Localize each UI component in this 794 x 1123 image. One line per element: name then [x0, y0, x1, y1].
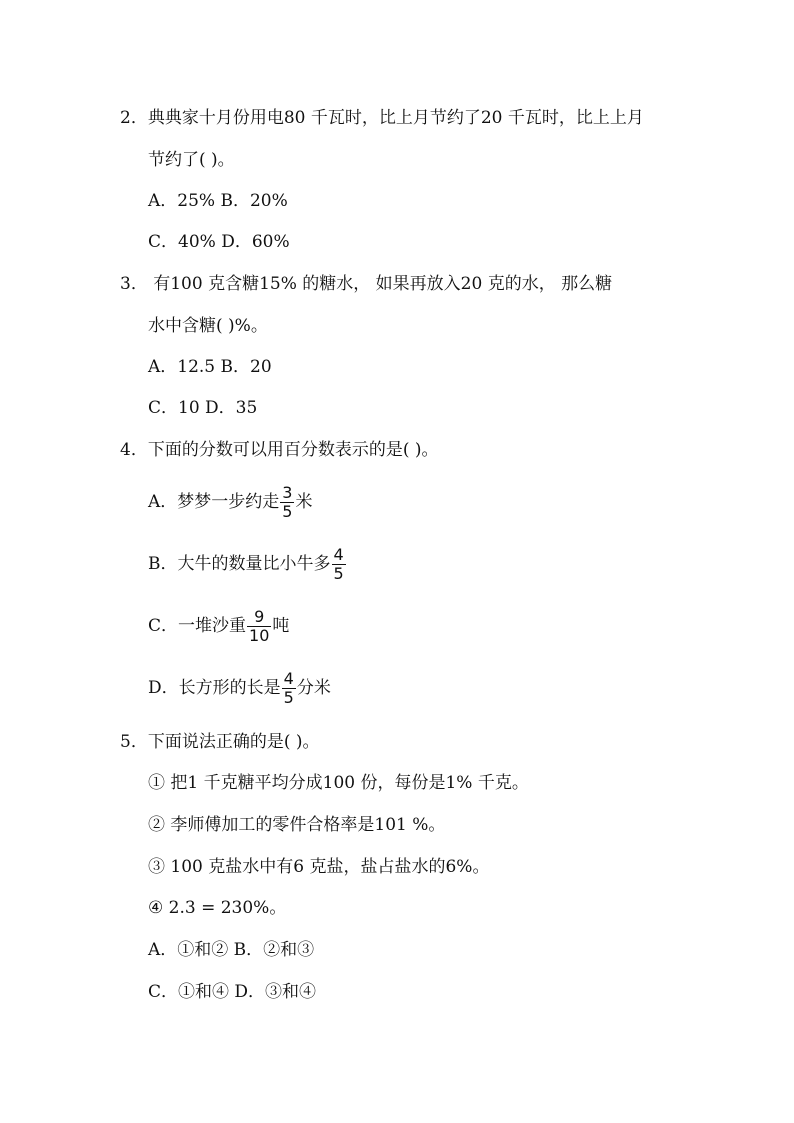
- q4-option-c-fraction: [247, 608, 271, 645]
- q5-statement-1: ① 把1 千克糖平均分成100 份，每份是1% 千克。: [148, 773, 529, 793]
- q2-stem-line2: 节约了( )。: [148, 150, 235, 170]
- q4-option-d-unit: 分米: [296, 678, 331, 698]
- q4-option-c-unit: 吨: [272, 616, 290, 636]
- q5-statement-3: ③ 100 克盐水中有6 克盐，盐占盐水的6%。: [148, 857, 490, 877]
- q4-option-a: [148, 480, 312, 524]
- q4-option-c: [148, 604, 289, 648]
- q4-option-b: [148, 542, 347, 586]
- fraction-denominator: 5: [282, 501, 293, 521]
- fraction-denominator: 5: [333, 563, 344, 583]
- q3-stem-line1: 3． 有100 克含糖15% 的糖水， 如果再放入20 克的水， 那么糖: [120, 274, 613, 294]
- q2-options-cd: C．40% D．60%: [148, 232, 290, 252]
- q4-option-d-fraction: [282, 670, 296, 707]
- q2-stem-line1: 2．典典家十月份用电80 千瓦时，比上月节约了20 千瓦时，比上上月: [120, 108, 644, 128]
- q4-option-c-text: C．一堆沙重: [148, 616, 247, 636]
- q2-options-ab: A．25% B．20%: [148, 191, 288, 211]
- q4-option-b-fraction: [332, 546, 346, 583]
- q4-option-d: [148, 666, 331, 710]
- fraction-denominator: 10: [249, 625, 270, 645]
- q5-options-cd: C．①和④ D．③和④: [148, 982, 317, 1002]
- q4-option-d-text: D．长方形的长是: [148, 678, 281, 698]
- q4-option-a-fraction: [280, 484, 294, 521]
- fraction-numerator: 3: [282, 482, 293, 502]
- q3-options-ab: A．12.5 B．20: [148, 357, 272, 377]
- fraction-denominator: 5: [283, 687, 294, 707]
- fraction-numerator: 9: [254, 606, 265, 626]
- q4-option-b-text: B．大牛的数量比小牛多: [148, 554, 331, 574]
- fraction-numerator: 4: [333, 544, 344, 564]
- q4-stem: 4．下面的分数可以用百分数表示的是( )。: [120, 440, 439, 460]
- q3-options-cd: C．10 D．35: [148, 398, 258, 418]
- q5-options-ab: A．①和② B．②和③: [148, 940, 315, 960]
- q3-stem-line2: 水中含糖( )%。: [148, 316, 268, 336]
- q4-option-a-text: A．梦梦一步约走: [148, 492, 280, 512]
- q5-stem: 5．下面说法正确的是( )。: [120, 732, 320, 752]
- fraction-numerator: 4: [283, 668, 294, 688]
- q5-statement-2: ② 李师傅加工的零件合格率是101 %。: [148, 815, 446, 835]
- q5-statement-4: ④ 2.3 = 230%。: [148, 898, 287, 918]
- q4-option-a-unit: 米: [295, 492, 313, 512]
